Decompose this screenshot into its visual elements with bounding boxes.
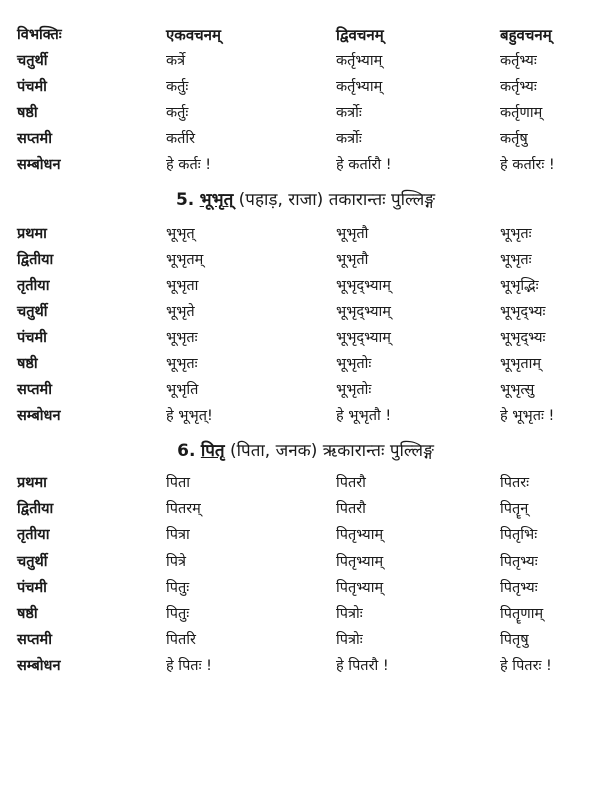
dual-form: कर्त्रोः [336, 131, 362, 147]
section-heading-5 [0, 185, 611, 215]
singular-form: पित्रे [166, 553, 186, 570]
plural-form: हे भूभृतः ! [500, 408, 555, 424]
case-name: चतुर्थी [17, 53, 48, 69]
section-gloss: (पहाड़, राजा) [238, 190, 324, 210]
table-row [0, 247, 611, 273]
singular-form: पितुः [166, 579, 190, 596]
singular-form: पिता [166, 475, 191, 491]
case-name: चतुर्थी [17, 304, 48, 320]
section-gloss: (पिता, जनक) [230, 441, 318, 461]
dual-form: भूभृतोः [336, 356, 372, 372]
plural-form: पितॄन् [500, 501, 529, 518]
table-row [0, 325, 611, 351]
case-name: सप्तमी [17, 131, 52, 147]
case-name: द्वितीया [17, 501, 54, 518]
table-row [0, 377, 611, 403]
plural-form: पितृभ्यः [500, 579, 538, 596]
table-row [0, 273, 611, 299]
plural-form: पितृभिः [500, 527, 538, 544]
table-row [0, 221, 611, 247]
case-name: सम्बोधन [17, 408, 61, 424]
case-name: तृतीया [17, 527, 50, 544]
dual-form: भूभृद्भ्याम् [336, 278, 391, 294]
dual-form: भूभृद्भ्याम् [336, 330, 391, 346]
plural-form: कर्तृभ्यः [500, 79, 537, 95]
dual-form: हे भूभृतौ ! [336, 408, 392, 424]
section-number: 6. [177, 441, 196, 461]
plural-form: पितरः [500, 475, 530, 491]
table-row [0, 470, 611, 496]
section-word: भूभृत् [199, 190, 234, 210]
plural-form: पितॄणाम् [500, 606, 544, 622]
section-kind: ऋकारान्तः पुल्लिङ्ग [322, 441, 434, 461]
dual-form: भूभृतौ [336, 226, 369, 242]
dual-form: पितरौ [336, 475, 366, 491]
case-name: प्रथमा [17, 226, 47, 242]
table-row [0, 48, 611, 74]
dual-form: कर्त्रोः [336, 105, 362, 121]
plural-form: भूभृताम् [500, 356, 542, 372]
table-header [0, 22, 611, 48]
plural-form: पितृषु [500, 632, 529, 649]
singular-form: कर्तरि [166, 131, 196, 147]
table-row [0, 299, 611, 325]
case-name: षष्ठी [17, 356, 38, 372]
plural-form: भूभृत्सु [500, 382, 535, 398]
table-row [0, 100, 611, 126]
case-name: सप्तमी [17, 632, 52, 649]
plural-form: हे पितरः ! [500, 658, 552, 675]
singular-form: भूभृतः [166, 330, 198, 346]
case-name: पंचमी [17, 79, 47, 95]
singular-form: पितरम् [166, 501, 201, 518]
plural-form: कर्तृभ्यः [500, 53, 537, 69]
table-row [0, 627, 611, 653]
dual-form: कर्तृभ्याम् [336, 79, 383, 95]
plural-form: भूभृतः [500, 252, 532, 268]
plural-form: भूभृद्भ्यः [500, 304, 546, 320]
section-word: पितृ [200, 441, 225, 461]
case-name: पंचमी [17, 330, 47, 346]
table-row [0, 152, 611, 178]
singular-form: कर्तुः [166, 79, 189, 95]
singular-form: भूभृतम् [166, 252, 204, 268]
singular-form: कर्त्रे [166, 53, 186, 69]
table-row [0, 522, 611, 548]
case-name: सम्बोधन [17, 658, 61, 675]
dual-form: भूभृद्भ्याम् [336, 304, 391, 320]
case-name: षष्ठी [17, 105, 38, 121]
dual-form: पित्रोः [336, 632, 363, 649]
singular-form: भूभृत् [166, 226, 195, 242]
dual-form: पितृभ्याम् [336, 553, 384, 570]
case-name: तृतीया [17, 278, 50, 294]
dual-form: भूभृतौ [336, 252, 369, 268]
table-row [0, 601, 611, 627]
singular-form: कर्तुः [166, 105, 189, 121]
singular-form: पितरि [166, 632, 196, 649]
dual-form: पितृभ्याम् [336, 527, 384, 544]
dual-form: कर्तृभ्याम् [336, 53, 383, 69]
plural-form: पितृभ्यः [500, 553, 538, 570]
plural-form: कर्तृणाम् [500, 105, 543, 121]
dual-form: पित्रोः [336, 606, 363, 622]
singular-form: भूभृतः [166, 356, 198, 372]
table-row [0, 351, 611, 377]
table-row [0, 653, 611, 679]
plural-form: भूभृद्भिः [500, 278, 539, 294]
singular-form: भूभृते [166, 304, 195, 320]
singular-form: हे पितः ! [166, 658, 212, 675]
header-plural: बहुवचनम् [500, 26, 552, 44]
case-name: प्रथमा [17, 475, 47, 491]
singular-form: भूभृता [166, 278, 199, 294]
case-name: पंचमी [17, 579, 47, 596]
header-case: विभक्तिः [17, 27, 62, 43]
dual-form: भूभृतोः [336, 382, 372, 398]
table-row [0, 403, 611, 429]
table-row [0, 496, 611, 522]
case-name: द्वितीया [17, 252, 54, 268]
section-number: 5. [175, 190, 195, 210]
dual-form: पितरौ [336, 501, 366, 518]
singular-form: भूभृति [166, 382, 199, 398]
case-name: सम्बोधन [17, 157, 61, 173]
table-row [0, 575, 611, 601]
singular-form: हे कर्तः ! [166, 157, 212, 173]
section-heading-6 [0, 436, 611, 466]
table-row [0, 126, 611, 152]
dual-form: पितृभ्याम् [336, 579, 384, 596]
dual-form: हे कर्तारौ ! [336, 157, 392, 173]
dual-form: हे पितरौ ! [336, 658, 389, 675]
section-kind: तकारान्तः पुल्लिङ्ग [328, 190, 436, 210]
case-name: षष्ठी [17, 606, 38, 622]
case-name: सप्तमी [17, 382, 52, 398]
header-dual: द्विवचनम् [336, 26, 384, 44]
plural-form: भूभृतः [500, 226, 532, 242]
header-singular: एकवचनम् [166, 26, 221, 44]
case-name: चतुर्थी [17, 553, 48, 570]
table-row [0, 549, 611, 575]
singular-form: पितुः [166, 606, 190, 622]
singular-form: पित्रा [166, 527, 190, 544]
plural-form: भूभृद्भ्यः [500, 330, 546, 346]
table-row [0, 74, 611, 100]
plural-form: कर्तृषु [500, 131, 528, 147]
singular-form: हे भूभृत्! [166, 408, 213, 424]
plural-form: हे कर्तारः ! [500, 157, 555, 173]
